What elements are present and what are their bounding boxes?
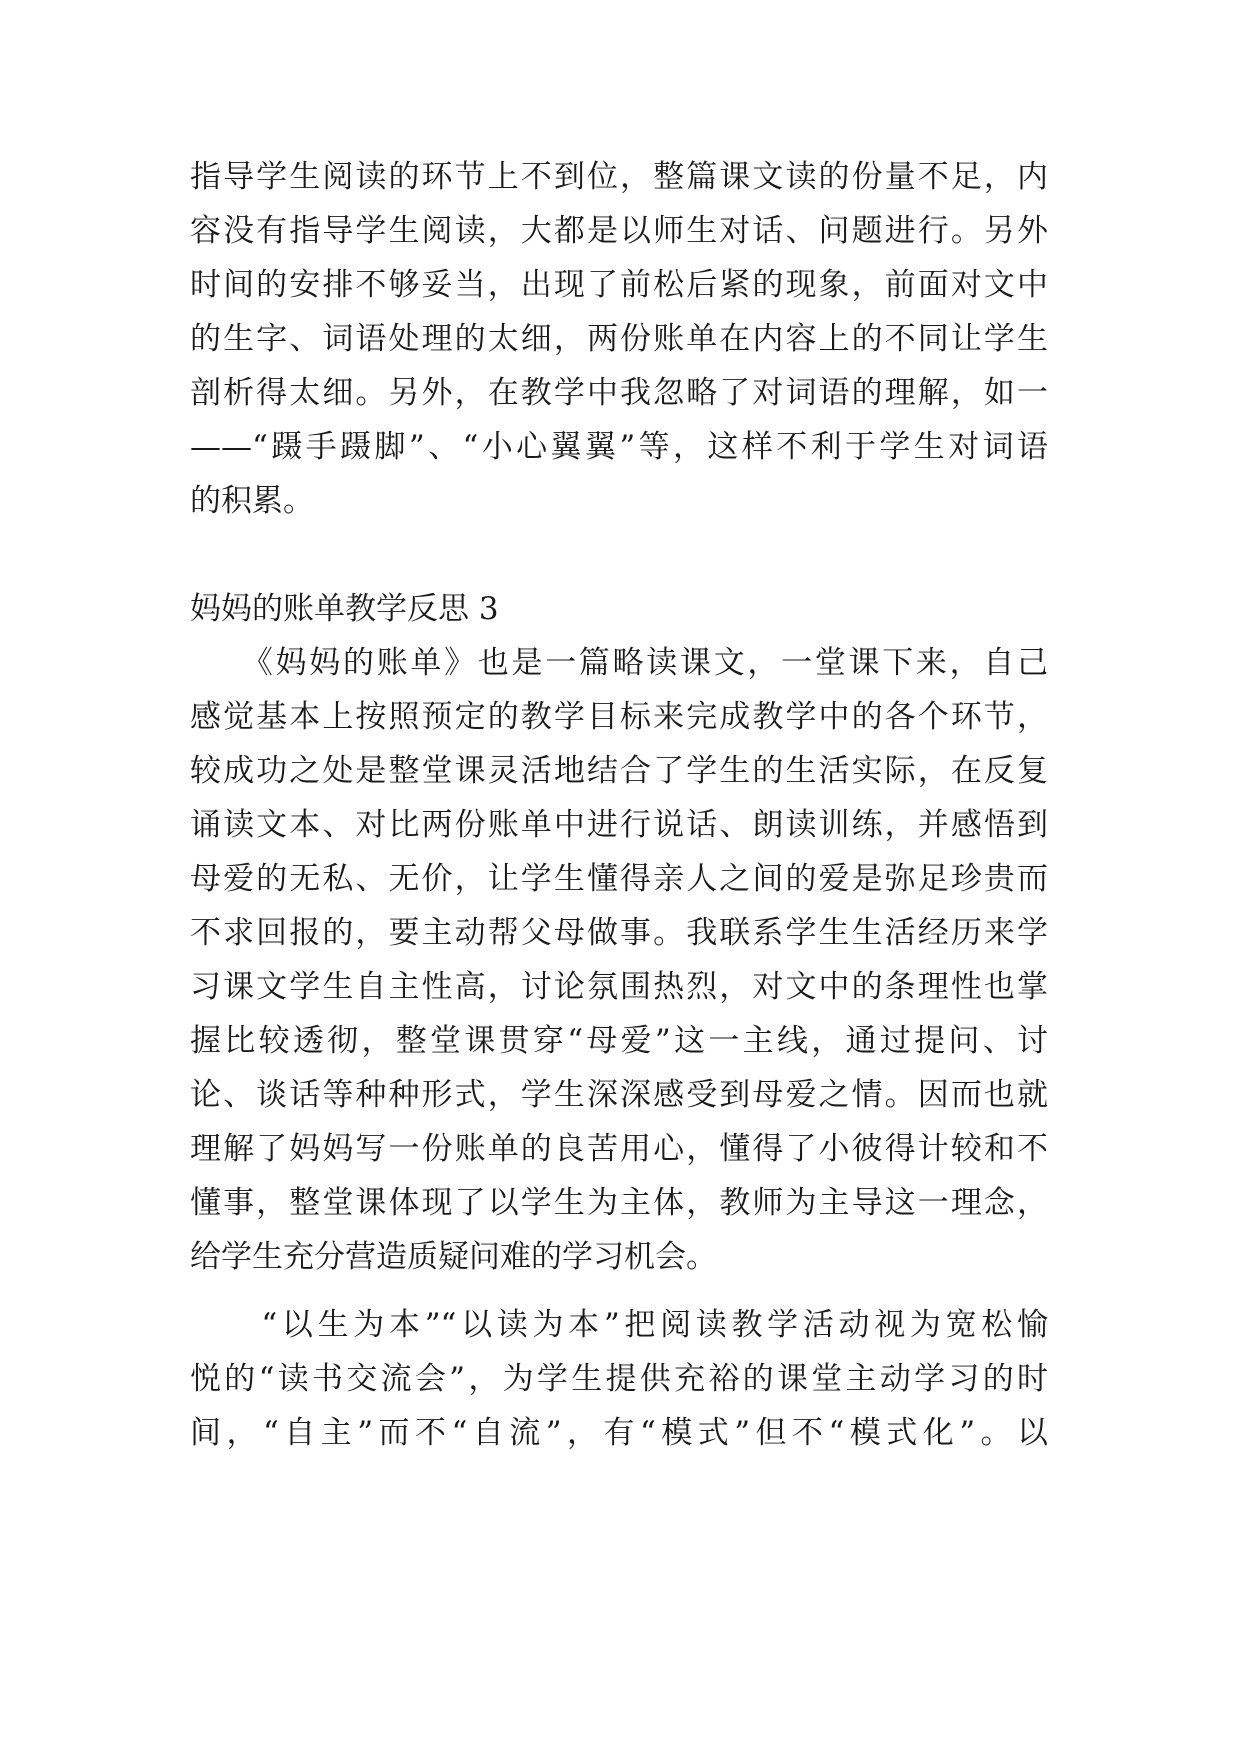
text-line: 的生字、词语处理的太细，两份账单在内容上的不同让学生 (190, 321, 1048, 357)
text-line: 论、谈话等种种形式，学生深深感受到母爱之情。因而也就 (190, 1077, 1048, 1113)
text-line: 的积累。 (190, 483, 314, 519)
text-line: 母爱的无私、无价，让学生懂得亲人之间的爱是弥足珍贵而 (190, 861, 1048, 897)
text-line: 给学生充分营造质疑问难的学习机会。 (190, 1239, 717, 1275)
text-line: “以生为本”“以读为本”把阅读教学活动视为宽松愉 (190, 1307, 1048, 1343)
text-line: 指导学生阅读的环节上不到位，整篇课文读的份量不足，内 (190, 159, 1048, 195)
text-line: 握比较透彻，整堂课贯穿“母爱”这一主线，通过提问、讨 (190, 1023, 1048, 1059)
text-line: 悦的“读书交流会”，为学生提供充裕的课堂主动学习的时 (190, 1361, 1048, 1397)
text-line: 时间的安排不够妥当，出现了前松后紧的现象，前面对文中 (190, 267, 1048, 303)
text-line: ——“蹑手蹑脚”、“小心翼翼”等，这样不利于学生对词语 (190, 429, 1048, 465)
text-line: 习课文学生自主性高，讨论氛围热烈，对文中的条理性也掌 (190, 969, 1048, 1005)
text-line: 《妈妈的账单》也是一篇略读课文，一堂课下来，自己 (190, 645, 1048, 681)
text-line: 间，“自主”而不“自流”，有“模式”但不“模式化”。以 (190, 1415, 1048, 1451)
text-line: 剖析得太细。另外，在教学中我忽略了对词语的理解，如一 (190, 375, 1048, 411)
text-line: 容没有指导学生阅读，大都是以师生对话、问题进行。另外 (190, 213, 1048, 249)
text-line: 较成功之处是整堂课灵活地结合了学生的生活实际，在反复 (190, 753, 1048, 789)
text-line: 不求回报的，要主动帮父母做事。我联系学生生活经历来学 (190, 915, 1048, 951)
section-title: 妈妈的账单教学反思 3 (190, 591, 499, 627)
text-line: 懂事，整堂课体现了以学生为主体，教师为主导这一理念， (190, 1185, 1048, 1221)
text-line: 诵读文本、对比两份账单中进行说话、朗读训练，并感悟到 (190, 807, 1048, 843)
text-line: 理解了妈妈写一份账单的良苦用心，懂得了小彼得计较和不 (190, 1131, 1048, 1167)
text-line: 感觉基本上按照预定的教学目标来完成教学中的各个环节， (190, 699, 1048, 735)
